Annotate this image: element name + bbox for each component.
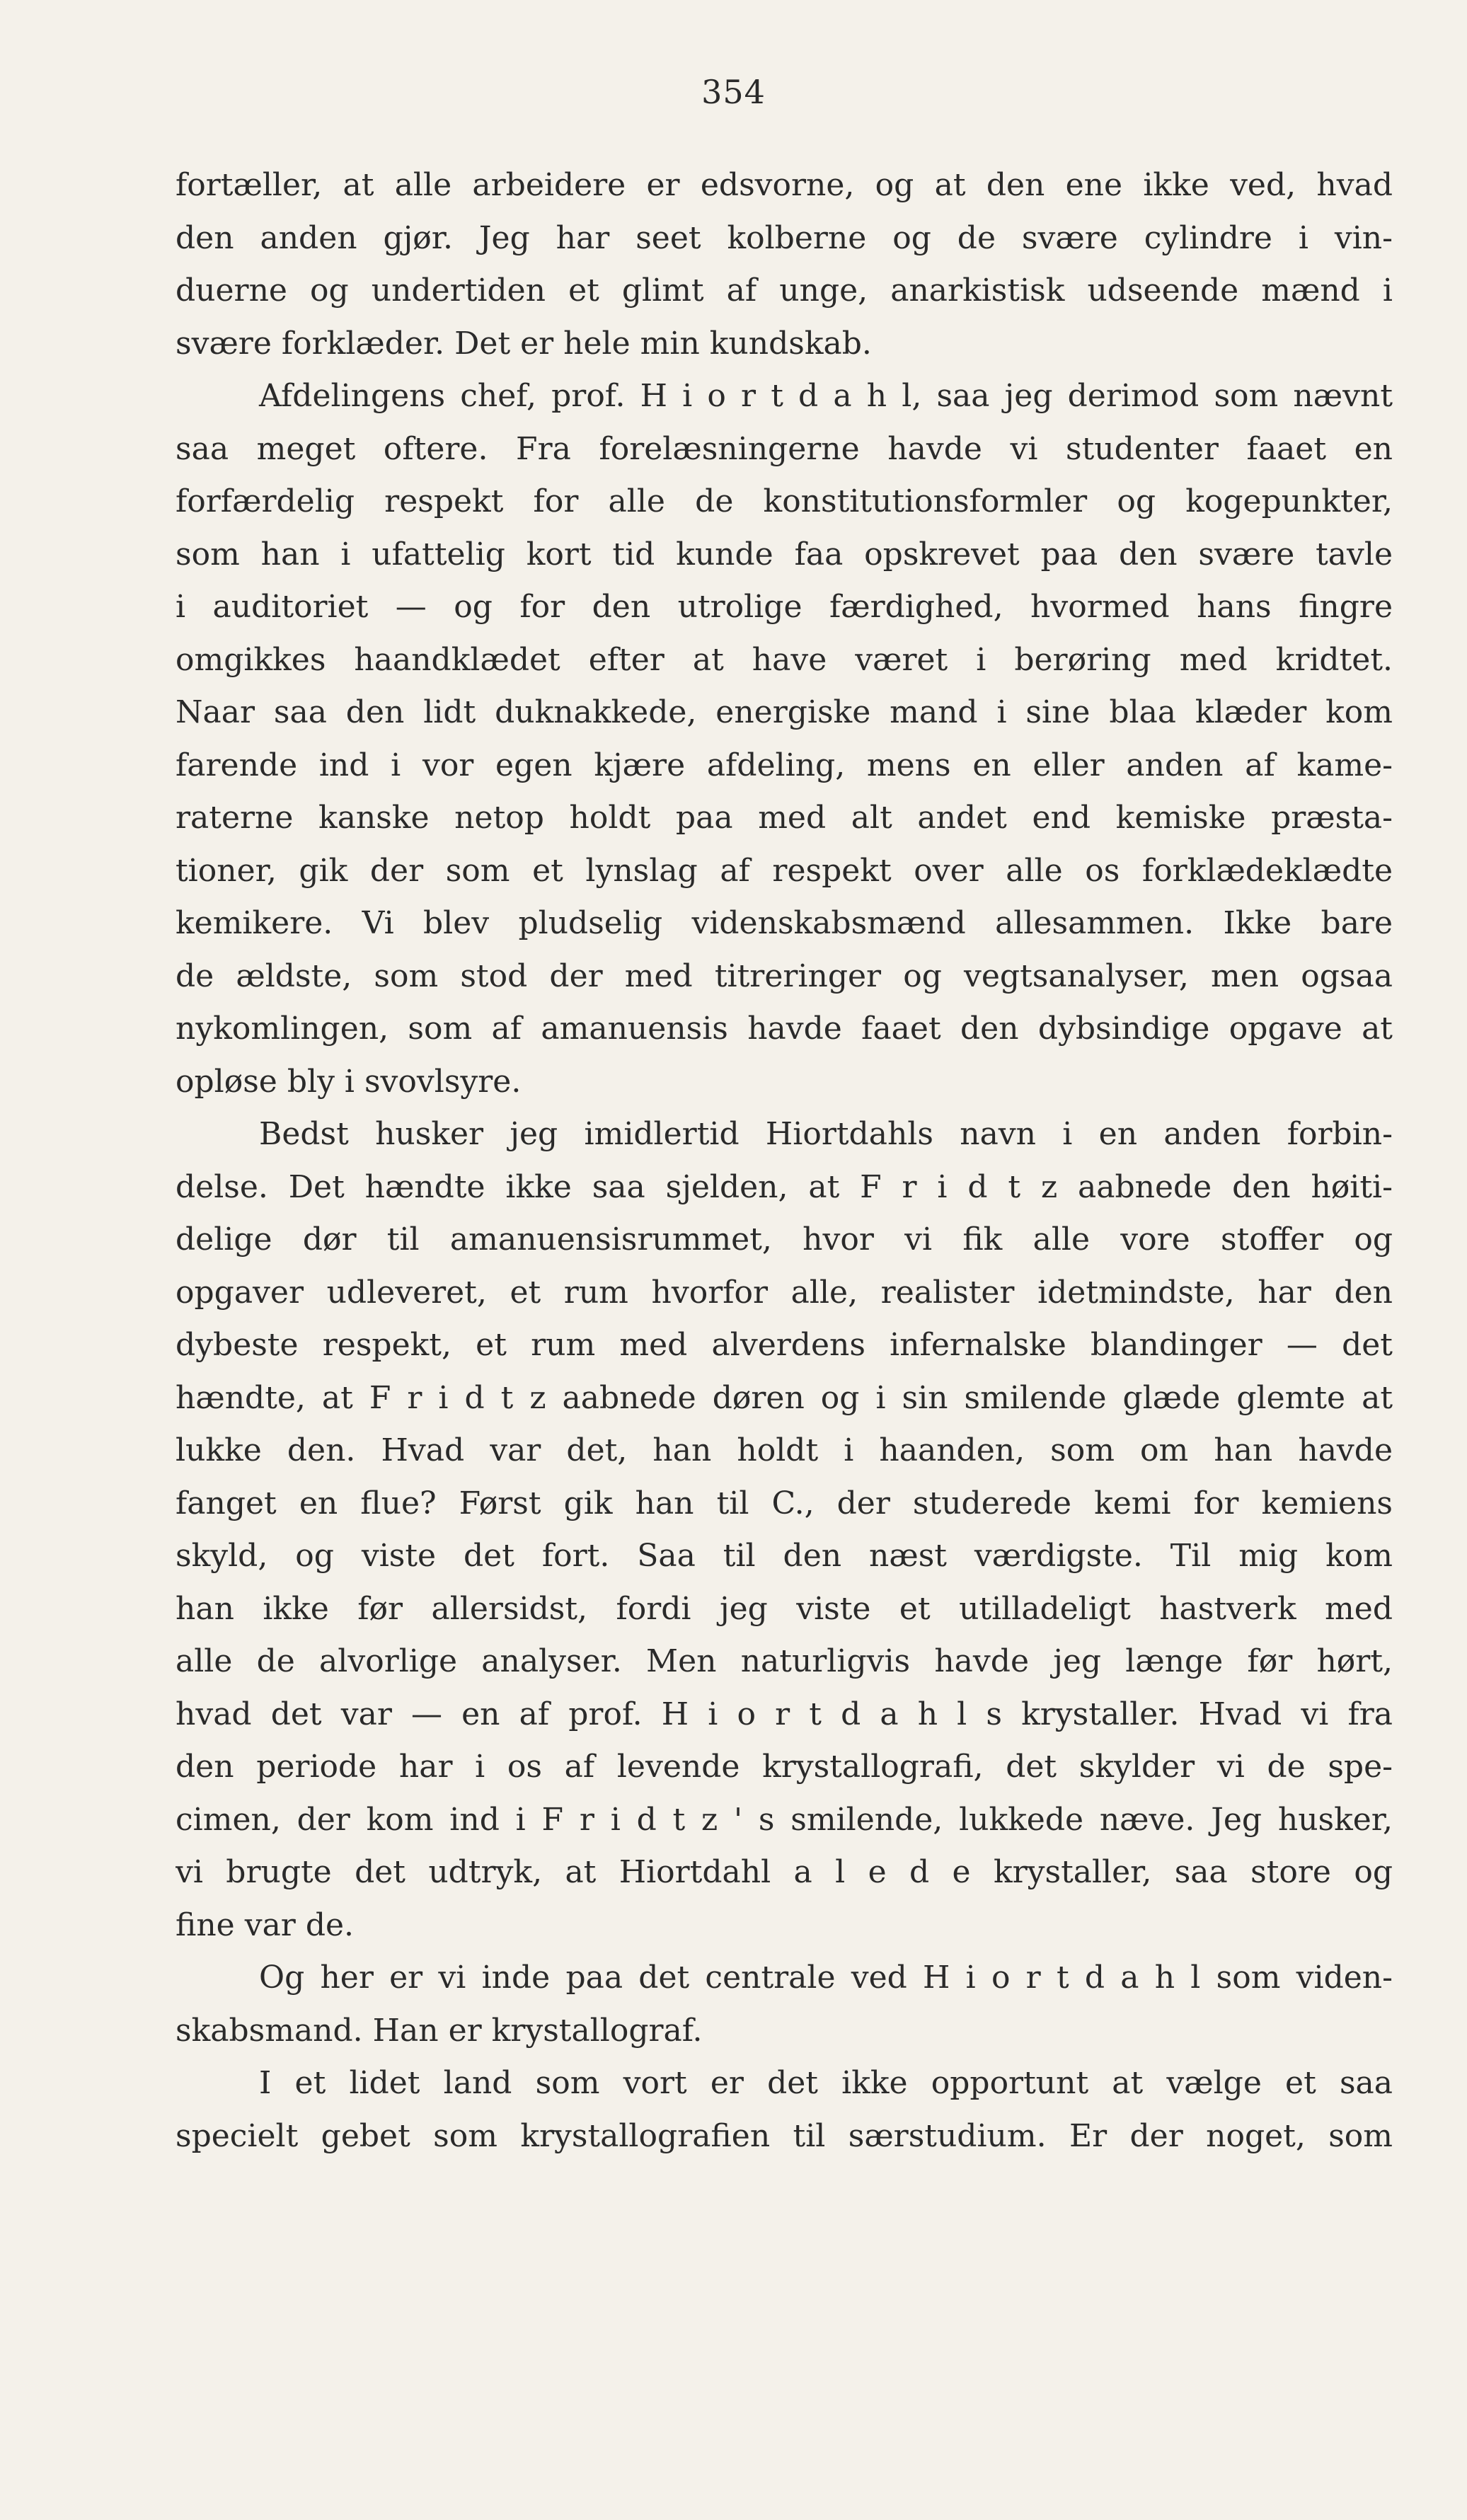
text-line: duerne og undertiden et glimt af unge, anarkistisk udseende mænd i — [176, 272, 1393, 309]
text-line: Og her er vi inde paa det centrale ved H i o r t d a h l som viden- — [259, 1960, 1393, 1996]
text-line: Afdelingens chef, prof. H i o r t d a h l, saa jeg derimod som nævnt — [259, 378, 1393, 414]
text-line: specielt gebet som krystallografien til særstudium. Er der noget, som — [176, 2117, 1393, 2154]
text-line: saa meget oftere. Fra forelæsningerne havde vi studenter faaet en — [176, 430, 1393, 467]
text-line: de ældste, som stod der med titreringer og vegtsanalyser, men ogsaa — [176, 957, 1393, 994]
text-line: raterne kanske netop holdt paa med alt andet end kemiske præsta- — [176, 800, 1393, 836]
text-line: hvad det var — en af prof. H i o r t d a h l s krystaller. Hvad vi fra — [176, 1696, 1393, 1732]
text-line: han ikke før allersidst, fordi jeg viste et utilladeligt hastverk med — [176, 1590, 1393, 1627]
text-line: omgikkes haandklædet efter at have været i berøring med kridtet. — [176, 641, 1393, 678]
text-line: delse. Det hændte ikke saa sjelden, at F r i d t z aabnede den høiti- — [176, 1168, 1393, 1205]
text-line: opgaver udleveret, et rum hvorfor alle, realister idetmindste, har den — [176, 1274, 1393, 1311]
text-line: opløse bly i svovlsyre. — [176, 1063, 522, 1100]
text-line: vi brugte det udtryk, at Hiortdahl a l e d e krystaller, saa store og — [176, 1854, 1393, 1890]
text-line: hændte, at F r i d t z aabnede døren og i sin smilende glæde glemte at — [176, 1379, 1393, 1416]
text-line: den anden gjør. Jeg har seet kolberne og de svære cylindre i vin- — [176, 219, 1393, 256]
text-line: skabsmand. Han er krystallograf. — [176, 2012, 703, 2049]
text-line: nykomlingen, som af amanuensis havde faaet den dybsindige opgave at — [176, 1011, 1393, 1047]
text-line: fanget en flue? Først gik han til C., der studerede kemi for kemiens — [176, 1485, 1393, 1521]
text-line: forfærdelig respekt for alle de konstitutionsformler og kogepunkter, — [176, 483, 1393, 519]
text-line: alle de alvorlige analyser. Men naturligvis havde jeg længe før hørt, — [176, 1643, 1393, 1679]
text-line: Naar saa den lidt duknakkede, energiske mand i sine blaa klæder kom — [176, 694, 1393, 730]
text-line: fortæller, at alle arbeidere er edsvorne, og at den ene ikke ved, hvad — [176, 167, 1393, 203]
page-number: 354 — [701, 73, 766, 111]
text-line: I et lidet land som vort er det ikke opportunt at vælge et saa — [259, 2065, 1393, 2101]
text-line: den periode har i os af levende krystallografi, det skylder vi de spe- — [176, 1749, 1393, 1785]
text-line: fine var de. — [176, 1906, 355, 1943]
text-line: Bedst husker jeg imidlertid Hiortdahls navn i en anden forbin- — [259, 1116, 1393, 1152]
text-line: tioner, gik der som et lynslag af respekt over alle os forklædeklædte — [176, 852, 1393, 889]
text-line: dybeste respekt, et rum med alverdens infernalske blandinger — det — [176, 1327, 1393, 1363]
text-line: delige dør til amanuensisrummet, hvor vi fik alle vore stoffer og — [176, 1221, 1393, 1258]
text-line: i auditoriet — og for den utrolige færdighed, hvormed hans fingre — [176, 589, 1393, 625]
text-line: lukke den. Hvad var det, han holdt i haanden, som om han havde — [176, 1432, 1393, 1468]
text-line: kemikere. Vi blev pludselig videnskabsmænd allesammen. Ikke bare — [176, 905, 1393, 941]
text-line: cimen, der kom ind i F r i d t z ' s smilende, lukkede næve. Jeg husker, — [176, 1801, 1393, 1838]
body-text — [176, 159, 1393, 2163]
text-line: som han i ufattelig kort tid kunde faa opskrevet paa den svære tavle — [176, 536, 1393, 573]
text-line: svære forklæder. Det er hele min kundskab. — [176, 325, 872, 362]
text-line: skyld, og viste det fort. Saa til den næst værdigste. Til mig kom — [176, 1538, 1393, 1574]
text-line: farende ind i vor egen kjære afdeling, mens en eller anden af kame- — [176, 747, 1393, 783]
